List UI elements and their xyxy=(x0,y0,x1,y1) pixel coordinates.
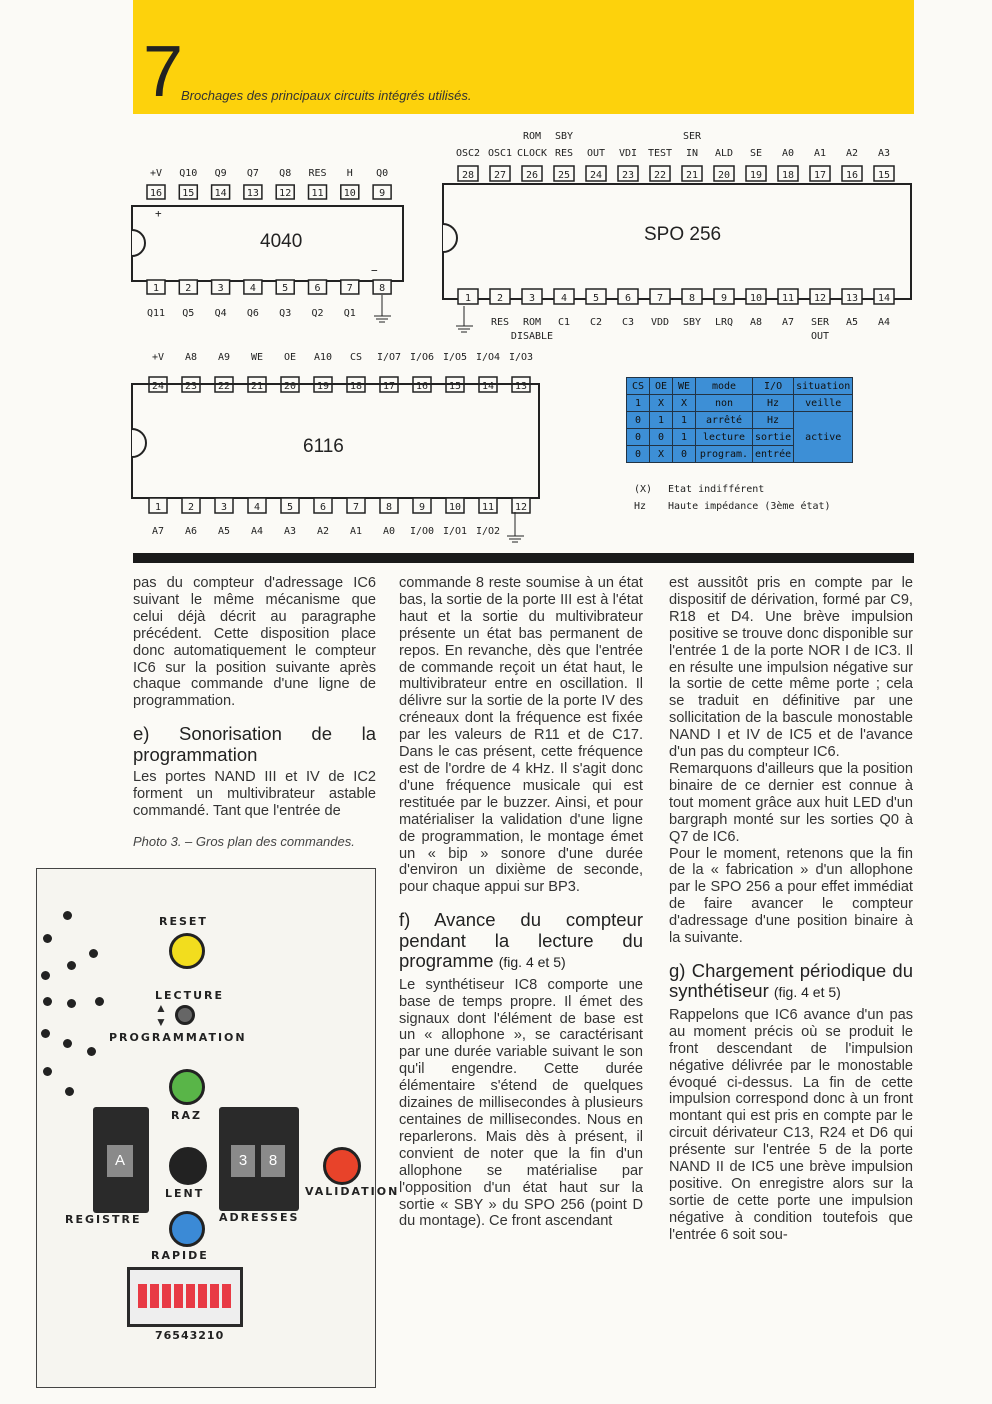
ic-6116-diagram xyxy=(115,344,545,549)
ic4040-top-label: Q10 xyxy=(179,168,198,179)
spo-pin-number: 5 xyxy=(592,293,600,304)
spo-pin-number: 26 xyxy=(525,170,539,181)
truth-cell: Hz xyxy=(753,412,794,429)
truth-cell: X xyxy=(650,446,673,463)
truth-legend xyxy=(634,481,831,515)
ic6116-top-label: OE xyxy=(283,352,297,363)
truth-cell: sortie xyxy=(753,429,794,446)
ic6116-bottom-label: A7 xyxy=(151,526,165,537)
ic6116-bottom-pins xyxy=(149,498,530,513)
spo-pin-number: 11 xyxy=(781,293,795,304)
ic4040-bottom-label: Q5 xyxy=(182,308,195,319)
ic6116-pin-number: 17 xyxy=(382,381,396,392)
ic6116-bottom-labels xyxy=(152,526,500,537)
ic6116-pin-number: 2 xyxy=(187,502,195,513)
ic6116-pin-number: 6 xyxy=(319,502,327,513)
ic4040-pin-number: 15 xyxy=(182,188,195,199)
ic4040-pin-number: 5 xyxy=(282,283,289,294)
truth-cell: X xyxy=(673,395,696,412)
ic6116-pin-number: 24 xyxy=(151,381,165,392)
spo-top-label: A3 xyxy=(877,148,891,159)
screw-dot xyxy=(63,911,72,920)
spo-bottom-label: A7 xyxy=(781,317,795,328)
ic6116-pin-number: 10 xyxy=(448,502,462,513)
col1-paragraph-1: pas du compteur d'adressage IC6 suivant le même mécanisme que celui déjà décrit au paragraphe précédent. Cette disposition place donc automatiquement le compteur IC6 sur la position suivante après chaque commande d'une ligne de programmation. xyxy=(133,575,376,710)
spo-pin-number: 8 xyxy=(688,293,696,304)
adresses-display xyxy=(219,1107,299,1211)
ic4040-pin-number: 14 xyxy=(214,188,227,199)
spo-top-labels xyxy=(456,148,890,159)
ic4040-top-label: H xyxy=(346,168,353,179)
truth-header-cell: I/O xyxy=(753,378,794,395)
ic6116-pin-number: 20 xyxy=(283,381,297,392)
truth-row xyxy=(627,395,853,412)
truth-row xyxy=(627,412,853,429)
spo-bottom-label: C2 xyxy=(589,317,603,328)
ic4040-pin-number: 6 xyxy=(314,283,321,294)
raz-button[interactable] xyxy=(169,1069,205,1105)
truth-header-cell: OE xyxy=(650,378,673,395)
spo-top-label: OSC2 xyxy=(455,148,481,159)
programmation-label: PROGRAMMATION xyxy=(109,1031,247,1044)
spo-pin-number: 9 xyxy=(720,293,728,304)
ic6116-bottom-label: A1 xyxy=(349,526,363,537)
ic4040-notch xyxy=(132,230,145,256)
ic6116-pin-number: 18 xyxy=(349,381,363,392)
spo-bottom-label: A4 xyxy=(877,317,891,328)
ic6116-bottom-label: A3 xyxy=(283,526,297,537)
spo-bottom-label: VDD xyxy=(650,317,670,328)
spo-bottom-label: RES xyxy=(490,317,510,328)
col3-paragraph-4: Rappelons que IC6 avance d'un pas au moment précis où se produit le front descendant de l'impulsion négative délivrée par le monostable évoqué ci-dessus. La fin de cette impulsion correspond donc à un front montant qui est pris en compte par le circuit dérivateur C13, R24 et D6 qui présente sur l'entrée 5 de la porte NAND II de IC5 une brève impulsion positive. On enregistre alors sur la sortie de cette porte une impulsion négative à condition toutefois que l'entrée 6 soit sou- xyxy=(669,1006,913,1243)
heading-g-ref: (fig. 4 et 5) xyxy=(773,984,841,1001)
col3-paragraph-2: Remarquons d'ailleurs que la position binaire de ce dernier est connue à tout moment grâce aux huit LED d'un bargraph monté sur les sorties Q0 à Q7 de IC6. xyxy=(669,760,913,845)
ic6116-pin-number: 3 xyxy=(220,502,228,513)
truth-cell: non xyxy=(696,395,753,412)
heading-g-text: g) Chargement périodique du synthétiseur xyxy=(669,959,913,1002)
spo-top-label: A1 xyxy=(813,148,827,159)
spo-top-label: RES xyxy=(554,148,574,159)
validation-button[interactable] xyxy=(323,1147,361,1185)
ic6116-top-label: WE xyxy=(250,352,264,363)
text-column-2 xyxy=(399,575,643,1230)
ic4040-pin-number: 9 xyxy=(379,188,386,199)
truth-cell: active xyxy=(794,412,853,463)
ic4040-bottom-label: Q4 xyxy=(214,308,227,319)
photo-caption: Photo 3. – Gros plan des commandes. xyxy=(133,833,355,849)
ic6116-pin-number: 7 xyxy=(352,502,360,513)
bargraph-segment xyxy=(174,1284,183,1308)
ic4040-bottom-label: Q3 xyxy=(279,308,292,319)
reset-label: RESET xyxy=(159,915,208,928)
registre-label: REGISTRE xyxy=(65,1213,142,1226)
spo-pin-number: 25 xyxy=(557,170,571,181)
registre-digit: A xyxy=(107,1145,133,1177)
ic6116-top-label: A9 xyxy=(217,352,231,363)
truth-cell: lecture xyxy=(696,429,753,446)
spo-pin-number: 7 xyxy=(656,293,664,304)
ic6116-top-label: A8 xyxy=(184,352,198,363)
ic6116-bottom-label: I/O2 xyxy=(475,526,501,537)
spo-bottom-label: SER xyxy=(810,317,830,328)
mode-toggle-switch[interactable] xyxy=(175,1005,195,1025)
truth-cell: arrêté xyxy=(696,412,753,429)
col3-paragraph-3: Pour le moment, retenons que la fin de la « fabrication » d'un allophone par le SPO 256 a pour effet immédiat de faire avancer le compteur d'adressage d'une position binaire à la suivante. xyxy=(669,845,913,947)
ic6116-pin-number: 14 xyxy=(481,381,495,392)
rapide-label: RAPIDE xyxy=(151,1249,209,1262)
truth-cell: 0 xyxy=(627,412,650,429)
ic6116-pin-number: 4 xyxy=(253,502,261,513)
spo-pin-number: 6 xyxy=(624,293,632,304)
ic6116-top-label: I/O3 xyxy=(508,352,534,363)
truth-table xyxy=(626,377,853,463)
ic4040-top-label: Q7 xyxy=(246,168,259,179)
ic6116-pin-number: 15 xyxy=(448,381,462,392)
ic4040-pin-number: 10 xyxy=(343,188,356,199)
text-column-1 xyxy=(133,575,376,851)
screw-dot xyxy=(43,934,52,943)
lent-button[interactable] xyxy=(169,1147,207,1185)
spo-pin-number: 10 xyxy=(749,293,763,304)
spo-pin-number: 15 xyxy=(877,170,891,181)
bargraph-segment xyxy=(150,1284,159,1308)
lent-label: LENT xyxy=(165,1187,205,1200)
ic4040-pin-number: 16 xyxy=(149,188,163,199)
rapide-button[interactable] xyxy=(169,1211,205,1247)
ic6116-bottom-label: A5 xyxy=(217,526,231,537)
ic6116-top-label: I/O4 xyxy=(475,352,501,363)
truth-cell: 0 xyxy=(627,429,650,446)
spo-bottom-label: A5 xyxy=(845,317,859,328)
spo-top-label: OUT xyxy=(586,148,606,159)
truth-cell: X xyxy=(650,395,673,412)
ic4040-name: 4040 xyxy=(260,231,303,252)
bargraph-segment xyxy=(222,1284,231,1308)
bargraph-label: 76543210 xyxy=(155,1329,225,1342)
spo-top-label: SE xyxy=(749,148,763,159)
ic6116-top-label: A10 xyxy=(313,352,333,363)
bargraph-segment xyxy=(162,1284,171,1308)
ic6116-bottom-label: A2 xyxy=(316,526,330,537)
ic4040-plus: + xyxy=(155,207,162,220)
ic4040-pin-number: 11 xyxy=(311,188,324,199)
spo-pin-number: 19 xyxy=(749,170,763,181)
spo-bottom-lower-label: OUT xyxy=(810,331,830,342)
heading-f-ref: (fig. 4 et 5) xyxy=(498,954,566,971)
photo-controls xyxy=(36,868,400,1388)
ic4040-top-label: RES xyxy=(308,168,327,179)
spo-top-upper-label: SER xyxy=(682,131,702,142)
heading-g xyxy=(669,961,913,1003)
ic6116-bottom-label: A6 xyxy=(184,526,198,537)
ic4040-pin-number: 1 xyxy=(152,283,160,294)
truth-header-cell: WE xyxy=(673,378,696,395)
ic4040-bottom-label: Q2 xyxy=(311,308,324,319)
truth-cell: program. xyxy=(696,446,753,463)
ic6116-pin-number: 12 xyxy=(514,502,528,513)
ic4040-pin-number: 2 xyxy=(185,283,192,294)
ic4040-pin-number: 13 xyxy=(246,188,259,199)
spo-top-pins xyxy=(458,166,894,181)
legend-text-x: Etat indifférent xyxy=(668,484,765,495)
ic6116-top-label: CS xyxy=(349,352,363,363)
screw-dot xyxy=(67,961,76,970)
ic6116-top-labels xyxy=(152,352,533,363)
truth-cell: 1 xyxy=(650,412,673,429)
ic4040-pin-number: 12 xyxy=(279,188,292,199)
spo-bottom-label: A8 xyxy=(749,317,763,328)
ic6116-name: 6116 xyxy=(303,436,344,457)
ic4040-bottom-labels xyxy=(147,308,356,319)
adresse-digit-2: 8 xyxy=(261,1145,285,1177)
legend-key-x: (X) xyxy=(634,484,653,495)
ic6116-pin-number: 19 xyxy=(316,381,330,392)
truth-cell: Hz xyxy=(753,395,794,412)
truth-cell: veille xyxy=(794,395,853,412)
screw-dot xyxy=(89,949,98,958)
ic6116-top-label: +V xyxy=(151,352,165,363)
legend-text-hz: Haute impédance (3ème état) xyxy=(668,501,831,512)
ic4040-top-label: Q9 xyxy=(214,168,227,179)
ic6116-pin-number: 5 xyxy=(286,502,294,513)
ic6116-pin-number: 1 xyxy=(154,502,162,513)
ic-spo256-diagram xyxy=(434,124,914,344)
col3-paragraph-1: est aussitôt pris en compte par le dispositif de dérivation, formé par C9, R18 et D4. Une brève impulsion positive se trouve donc disponible sur l'entrée 1 de la porte NOR I de IC3. Il en résulte une impulsion négative sur la sortie de cette même porte ; cela se traduit en définitive par une sollicitation de la bascule monostable NAND I et IV de IC5 et de l'avance d'un pas du compteur IC6. xyxy=(669,575,913,761)
spo-bottom-lower-label: DISABLE xyxy=(510,331,554,342)
col1-paragraph-2: Les portes NAND III et IV de IC2 forment un multivibrateur astable commandé. Tant que l'entrée de xyxy=(133,769,376,820)
spo-pin-number: 22 xyxy=(653,170,667,181)
ic4040-top-label: Q8 xyxy=(279,168,292,179)
bargraph-segment xyxy=(138,1284,147,1308)
ic6116-pin-number: 16 xyxy=(415,381,429,392)
ic4040-top-pins xyxy=(147,185,391,199)
screw-dot xyxy=(41,1029,50,1038)
section-rule xyxy=(133,553,914,563)
lecture-label: LECTURE xyxy=(155,989,225,1002)
ic4040-pin-number: 8 xyxy=(379,283,386,294)
raz-label: RAZ xyxy=(171,1109,202,1122)
spo-pin-number: 13 xyxy=(845,293,859,304)
screw-dot xyxy=(87,1047,96,1056)
chapter-title: Brochages des principaux circuits intégrés utilisés. xyxy=(181,88,472,103)
spo-bottom-label: LRQ xyxy=(714,317,734,328)
screw-dot xyxy=(65,1087,74,1096)
ic4040-bottom-pins xyxy=(147,280,391,294)
arrow-down-icon: ▼ xyxy=(155,1015,167,1029)
chapter-number: 7 xyxy=(143,32,184,112)
ic6116-bottom-label: I/O0 xyxy=(409,526,435,537)
ic6116-pin-number: 11 xyxy=(481,502,495,513)
spo-pin-number: 20 xyxy=(717,170,731,181)
text-column-3 xyxy=(669,575,913,1244)
spo-top-upper-labels xyxy=(523,131,702,142)
bargraph-segment xyxy=(210,1284,219,1308)
col2-paragraph-1: commande 8 reste soumise à un état bas, la sortie de la porte III est à l'état haut et la sortie du multivibrateur présente un état bas permanent de repos. En revanche, dès que l'entrée de commande reçoit un état haut, le multivibrateur entre en oscillation. Il délivre sur la sortie de la porte IV des créneaux dont la fréquence est fixée par les valeurs de R11 et de C17. Dans le cas présent, cette fréquence est de l'ordre de 4 kHz. Il s'agit donc d'une fréquence musicale qui est restituée par le buzzer. Ainsi, et pour matérialiser la validation d'une ligne de programmation, le montage émet un « bip » sonore d'une durée d'environ un dixième de seconde, pour chaque appui sur BP3. xyxy=(399,575,643,896)
ic6116-pin-number: 8 xyxy=(385,502,393,513)
spo-pin-number: 14 xyxy=(877,293,891,304)
spo-top-label: OSC1 xyxy=(487,148,513,159)
ic6116-top-label: I/O6 xyxy=(409,352,435,363)
screw-dot xyxy=(43,1067,52,1076)
spo-bottom-label: ROM xyxy=(522,317,542,328)
bargraph-segment xyxy=(186,1284,195,1308)
reset-button[interactable] xyxy=(169,933,205,969)
ic4040-pin-number: 3 xyxy=(217,283,224,294)
ic6116-ground-icon xyxy=(507,512,524,542)
bargraph-segment xyxy=(198,1284,207,1308)
spo-pin-number: 3 xyxy=(528,293,536,304)
spo-pin-number: 18 xyxy=(781,170,795,181)
adresse-digit-1: 3 xyxy=(231,1145,255,1177)
ic4040-top-label: Q0 xyxy=(376,168,389,179)
spo-pin-number: 1 xyxy=(464,293,472,304)
truth-cell: 0 xyxy=(673,446,696,463)
screw-dot xyxy=(67,999,76,1008)
spo-bottom-label: SBY xyxy=(682,317,702,328)
spo-notch xyxy=(443,224,457,252)
spo-bottom-label: C3 xyxy=(621,317,635,328)
ic6116-bottom-label: I/O1 xyxy=(442,526,468,537)
spo-top-upper-label: SBY xyxy=(554,131,574,142)
ic6116-pin-number: 9 xyxy=(418,502,426,513)
screw-dot xyxy=(41,971,50,980)
arrow-up-icon: ▲ xyxy=(155,1001,167,1015)
spo-top-upper-label: ROM xyxy=(522,131,542,142)
truth-cell: entrée xyxy=(753,446,794,463)
validation-label: VALIDATION xyxy=(305,1185,400,1198)
ic4040-pin-number: 7 xyxy=(346,283,353,294)
heading-e: e) Sonorisation de la programmation xyxy=(133,723,376,765)
ic6116-bottom-label: A4 xyxy=(250,526,264,537)
spo-bottom-label: C1 xyxy=(557,317,571,328)
col2-paragraph-2: Le synthétiseur IC8 comporte une base de temps propre. Il émet des signaux dont l'élément de base est un « allophone », se caractérisant par une durée variable suivant le son qu'il engendre. Cette durée élémentaire s'étend de quelques dizaines de millisecondes à plusieurs centaines de millisecondes. Nous en reparlerons. Mais dès à présent, il convient de noter que la fin d'un allophone se matérialise par l'opposition d'un état haut sur la sortie « SBY » du SPO 256 (point D du montage). Ce front ascendant xyxy=(399,976,643,1230)
truth-header-cell: situation xyxy=(794,378,853,395)
ic6116-top-label: I/O5 xyxy=(442,352,468,363)
spo-pin-number: 4 xyxy=(560,293,568,304)
truth-cell: 0 xyxy=(627,446,650,463)
spo-pin-number: 21 xyxy=(685,170,699,181)
spo-pin-number: 17 xyxy=(813,170,827,181)
ic6116-notch xyxy=(132,429,146,457)
ic4040-bottom-label: Q6 xyxy=(246,308,259,319)
ic4040-bottom-label: Q11 xyxy=(146,308,166,319)
adresses-label: ADRESSES xyxy=(219,1211,300,1224)
ic4040-ground-icon xyxy=(374,295,391,322)
spo-bottom-pins xyxy=(458,289,894,304)
ic6116-pin-number: 23 xyxy=(184,381,198,392)
ic6116-pin-number: 13 xyxy=(514,381,528,392)
truth-header-cell: mode xyxy=(696,378,753,395)
truth-header-cell: CS xyxy=(627,378,650,395)
ic6116-bottom-label: A0 xyxy=(382,526,396,537)
screw-dot xyxy=(63,1039,72,1048)
spo-pin-number: 16 xyxy=(845,170,859,181)
heading-f xyxy=(399,910,643,973)
bargraph-display xyxy=(127,1267,243,1327)
ic4040-bottom-label: Q1 xyxy=(343,308,356,319)
spo-bottom-labels xyxy=(491,317,890,328)
spo-top-label: TEST xyxy=(647,148,673,159)
ic6116-pin-number: 22 xyxy=(217,381,231,392)
spo-pin-number: 28 xyxy=(461,170,475,181)
truth-cell: 1 xyxy=(673,412,696,429)
legend-key-hz: Hz xyxy=(634,501,647,512)
spo-top-label: A2 xyxy=(845,148,859,159)
truth-cell: 1 xyxy=(627,395,650,412)
ic4040-minus: − xyxy=(371,264,378,277)
truth-cell: 0 xyxy=(650,429,673,446)
ic-4040-diagram xyxy=(115,160,415,330)
spo-name: SPO 256 xyxy=(644,224,722,245)
spo-top-label: ALD xyxy=(714,148,734,159)
heading-f-text: f) Avance du compteur pendant la lecture du programme xyxy=(399,909,643,972)
ic4040-top-labels xyxy=(150,168,388,179)
spo-ground-icon xyxy=(456,306,473,332)
spo-top-label: IN xyxy=(685,148,699,159)
spo-top-label: CLOCK xyxy=(516,148,548,159)
spo-pin-number: 12 xyxy=(813,293,827,304)
spo-bottom-lower-labels xyxy=(511,331,829,342)
ic6116-pin-number: 21 xyxy=(250,381,264,392)
spo-pin-number: 23 xyxy=(621,170,635,181)
screw-dot xyxy=(43,997,52,1006)
spo-top-label: A0 xyxy=(781,148,795,159)
spo-pin-number: 2 xyxy=(496,293,504,304)
spo-pin-number: 27 xyxy=(493,170,507,181)
ic4040-pin-number: 4 xyxy=(249,283,256,294)
registre-display xyxy=(93,1107,149,1213)
ic6116-top-label: I/O7 xyxy=(376,352,402,363)
truth-header-row xyxy=(627,378,853,395)
ic4040-top-label: +V xyxy=(149,168,163,179)
screw-dot xyxy=(95,997,104,1006)
spo-top-label: VDI xyxy=(618,148,638,159)
truth-cell: 1 xyxy=(673,429,696,446)
spo-pin-number: 24 xyxy=(589,170,603,181)
